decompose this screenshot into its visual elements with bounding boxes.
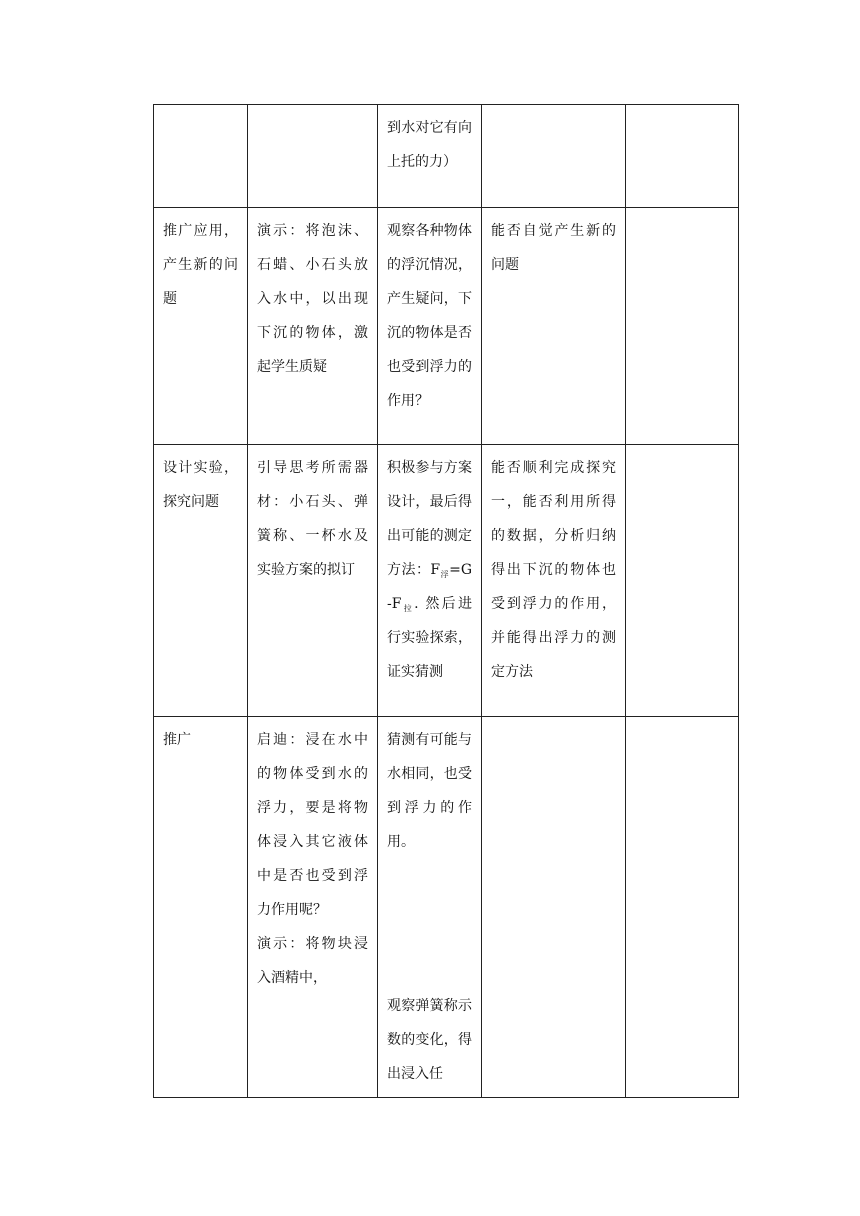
spacer [387,859,472,989]
note-cell [626,105,739,208]
student-text-part: 观察弹簧称示数的变化，得出浸入任 [387,998,472,1082]
teacher-text-part: 启迪：浸在水中的物体受到水的浮力，要是将物体浸入其它液体中是否也受到浮力作用呢？ [257,732,368,918]
student-text-part: . 然后进行实验探索，证实猜测 [387,596,472,680]
evaluation-cell [482,105,626,208]
teacher-activity-cell [248,105,378,208]
teacher-activity-cell: 演示：将泡沫、石蜡、小石头放入水中，以出现下沉的物体，激起学生质疑 [248,208,378,445]
stage-cell: 设计实验，探究问题 [154,445,248,717]
teacher-text-part: 演示：将物块浸入酒精中， [257,936,368,986]
student-activity-cell: 观察各种物体的浮沉情况，产生疑问，下沉的物体是否也受到浮力的作用？ [378,208,482,445]
lesson-plan-table [153,104,739,1098]
note-cell [626,717,739,1098]
student-text-part: 积极参与方案设计，最后得出可能的测定方法：F [387,460,472,578]
table-row [154,105,739,208]
teacher-activity-cell: 引导思考所需器材：小石头、弹簧称、一杯水及实验方案的拟订 [248,445,378,717]
table-row [154,208,739,445]
stage-cell: 推广应用，产生新的问题 [154,208,248,445]
evaluation-cell: 能否自觉产生新的问题 [482,208,626,445]
student-text-part: =G-F [387,562,473,612]
student-text-part: 猜测有可能与水相同，也受到浮力的作用。 [387,732,472,850]
stage-cell [154,105,248,208]
evaluation-cell: 能否顺利完成探究一，能否利用所得的数据，分析归纳得出下沉的物体也受到浮力的作用，并能得出浮力的测定方法 [482,445,626,717]
table-row [154,717,739,1098]
student-activity-cell: 到水对它有向上托的力） [378,105,482,208]
evaluation-cell [482,717,626,1098]
table-row [154,445,739,717]
stage-cell: 推广 [154,717,248,1098]
subscript-float: 浮 [440,570,450,579]
student-activity-cell [378,717,482,1098]
note-cell [626,445,739,717]
teacher-activity-cell [248,717,378,1098]
note-cell [626,208,739,445]
subscript-pull: 拉 [401,604,415,613]
student-activity-cell [378,445,482,717]
